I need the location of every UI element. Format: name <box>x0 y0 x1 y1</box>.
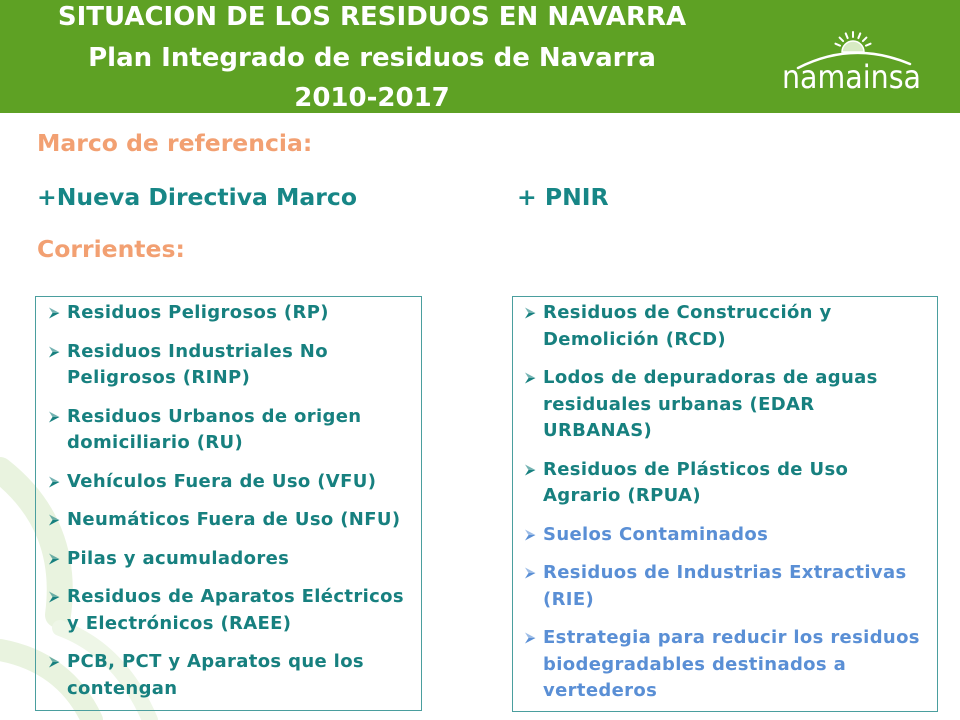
stream-item-biodegradables <box>513 625 937 705</box>
stream-item-pilas <box>36 546 421 573</box>
stream-item-rcd <box>513 300 937 353</box>
arrow-bullet-icon <box>48 307 60 319</box>
reference-item-pnir: + PNIR <box>517 183 609 211</box>
stream-item-rie <box>513 560 937 613</box>
list-item-line: Lodos de depuradoras de aguas <box>543 367 878 388</box>
list-item-line: Residuos de Construcción y <box>543 302 832 323</box>
stream-item-nfu <box>36 507 421 534</box>
list-item-line: Pilas y acumuladores <box>67 547 290 569</box>
list-item-line: Residuos Urbanos de origen <box>67 405 362 427</box>
arrow-bullet-icon <box>524 632 536 644</box>
arrow-bullet-icon <box>48 346 60 358</box>
list-item-line: biodegradables destinados a <box>543 653 847 675</box>
stream-item-ru <box>36 404 421 457</box>
list-item-line: y Electrónicos (RAEE) <box>67 612 292 634</box>
stream-item-rpua <box>513 457 937 510</box>
arrow-bullet-icon <box>48 656 60 668</box>
list-item-line: Residuos de Industrias Extractivas <box>543 562 907 583</box>
stream-item-rinp <box>36 339 421 392</box>
arrow-bullet-icon <box>524 529 536 541</box>
list-item-line: Residuos de Plásticos de Uso <box>543 458 849 480</box>
list-item-line: Residuos Peligrosos (RP) <box>67 302 329 323</box>
reference-item-directive: +Nueva Directiva Marco <box>37 183 357 211</box>
list-item-line: Vehículos Fuera de Uso (VFU) <box>67 470 377 492</box>
slide-period: 2010-2017 <box>294 83 450 113</box>
stream-item-pcb <box>36 649 421 702</box>
list-item-line: Demolición (RCD) <box>543 328 726 350</box>
list-item-line: vertederos <box>543 680 658 701</box>
streams-left-list <box>36 300 421 702</box>
list-item-line: Peligrosos (RINP) <box>67 367 251 388</box>
header-bar <box>0 0 960 113</box>
arrow-bullet-icon <box>48 553 60 565</box>
arrow-bullet-icon <box>524 307 536 319</box>
title-block <box>0 0 744 115</box>
arrow-bullet-icon <box>48 476 60 488</box>
stream-item-raee <box>36 584 421 637</box>
slide-subtitle: Plan Integrado de residuos de Navarra <box>88 42 656 73</box>
list-item-line: PCB, PCT y Aparatos que los <box>67 651 364 672</box>
arrow-bullet-icon <box>48 591 60 603</box>
arrow-bullet-icon <box>524 464 536 476</box>
stream-item-vfu <box>36 469 421 496</box>
list-item-line: Residuos Industriales No <box>67 340 328 362</box>
list-item-line: Agrario (RPUA) <box>543 485 701 506</box>
streams-right-list <box>513 300 937 705</box>
streams-label: Corrientes: <box>37 235 185 263</box>
list-item-line: Neumáticos Fuera de Uso (NFU) <box>67 509 401 530</box>
logo-text: namainsa <box>782 58 921 96</box>
stream-item-edar <box>513 365 937 445</box>
streams-right-box <box>512 296 938 712</box>
arrow-bullet-icon <box>524 567 536 579</box>
list-item-line: contengan <box>67 677 178 699</box>
stream-item-rp <box>36 300 421 327</box>
list-item-line: Residuos de Aparatos Eléctricos <box>67 586 404 607</box>
list-item-line: Estrategia para reducir los residuos <box>543 627 920 648</box>
list-item-line: Suelos Contaminados <box>543 523 769 545</box>
namainsa-logo <box>770 18 930 98</box>
list-item-line: (RIE) <box>543 588 595 610</box>
streams-left-box <box>35 296 422 711</box>
list-item-line: residuales urbanas (EDAR <box>543 393 815 415</box>
stream-item-suelos <box>513 522 937 549</box>
slide-title: SITUACION DE LOS RESIDUOS EN NAVARRA <box>57 2 687 32</box>
list-item-line: domiciliario (RU) <box>67 432 244 453</box>
reference-label: Marco de referencia: <box>37 129 313 157</box>
arrow-bullet-icon <box>48 514 60 526</box>
arrow-bullet-icon <box>524 372 536 384</box>
arrow-bullet-icon <box>48 411 60 423</box>
list-item-line: URBANAS) <box>543 420 653 441</box>
